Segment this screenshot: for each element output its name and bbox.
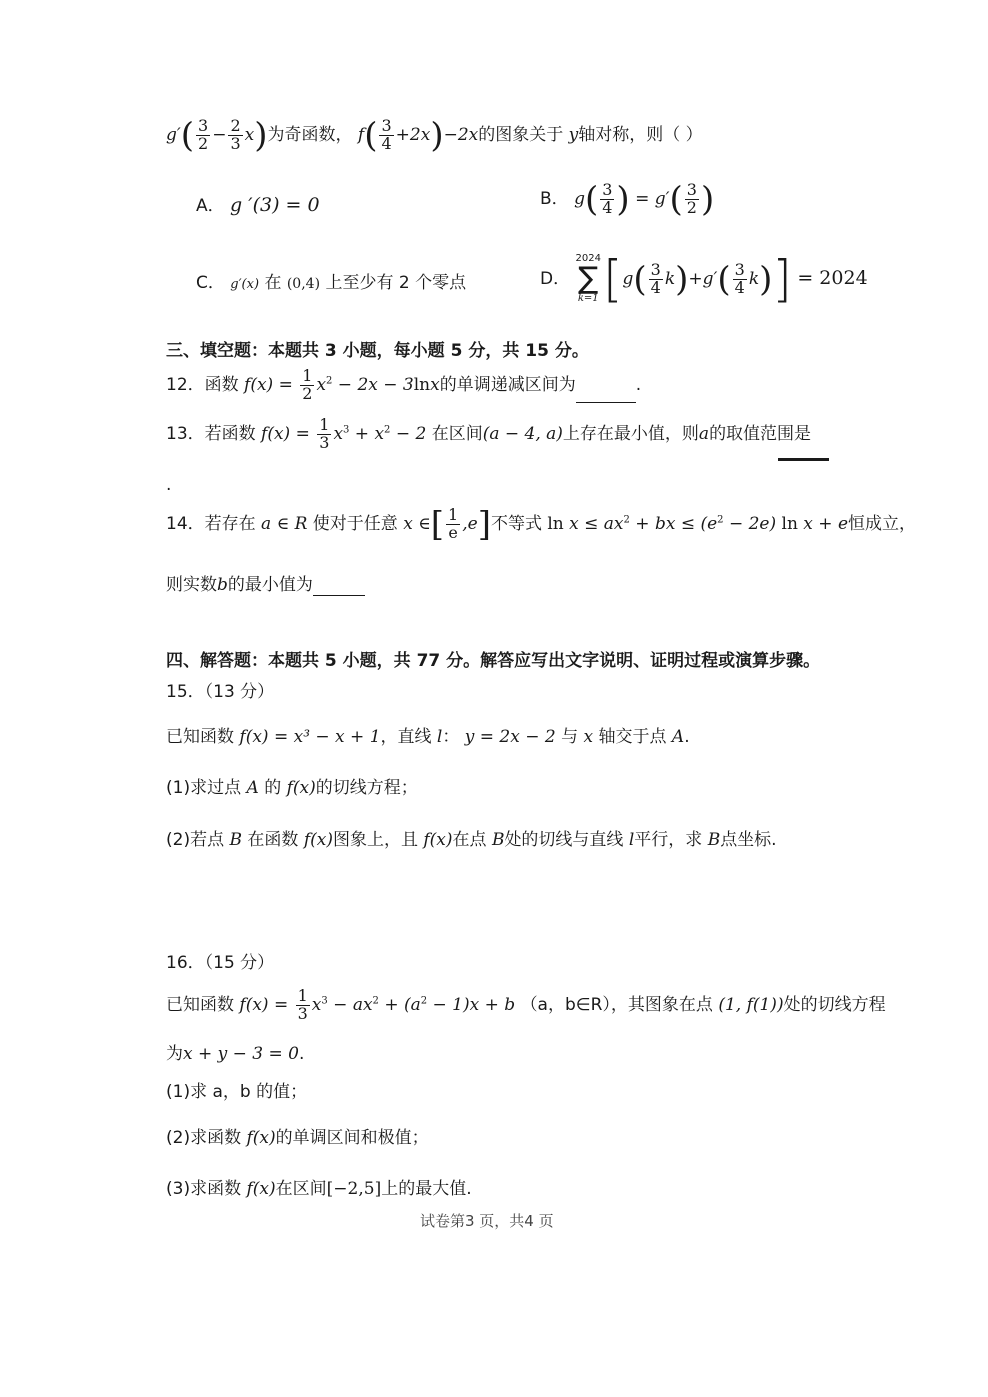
q15-part-2 — [166, 829, 777, 851]
q15-p1-fx: f(x) — [286, 778, 316, 798]
q14-inequality: $\ln x \le ax^2$ + bx ≤ $(e^2 - 2e)$ ln x + e — [547, 513, 849, 534]
q15-given-1: 已知函数 — [166, 727, 234, 747]
q14-text-3: 恒成立， — [848, 513, 917, 534]
sum-symbol — [576, 254, 601, 304]
q16-p3-b: 在区间 — [275, 1179, 327, 1199]
section-4-heading: 四、解答题：本题共 5 小题，共 77 分。解答应写出文字说明、证明过程或演算步骤。 — [166, 651, 821, 671]
q15-given-3: 与 — [561, 727, 579, 747]
q14-answer-blank[interactable] — [313, 594, 365, 596]
q15-p2-a: (2)若点 — [166, 830, 225, 850]
sum-lower-limit: k=1 — [577, 293, 599, 304]
option-b — [540, 179, 715, 220]
option-c-text-1: 在 — [264, 273, 282, 293]
q14-var-b: b — [217, 575, 228, 595]
q15-p1-a: (1)求过点 — [166, 778, 242, 798]
q16-line-eq: x + y − 3 = 0 — [183, 1044, 299, 1064]
q15-given-4: 轴交于点 — [598, 727, 667, 747]
q16-p2-b: 的单调区间和极值； — [275, 1128, 429, 1148]
q13-line — [166, 417, 811, 452]
page-footer: 试卷第3 页，共4 页 — [420, 1212, 554, 1230]
q12-answer-blank[interactable] — [576, 401, 636, 403]
q16-given-1: 已知函数 — [166, 994, 234, 1015]
q15-p2-fx-2: f(x) — [423, 830, 453, 850]
q15-colon: ： — [442, 727, 460, 747]
q13-mid: 在区间 — [431, 423, 483, 444]
q15-p2-line-l: l — [628, 830, 635, 850]
q13-dot: . — [166, 475, 172, 495]
q15-p2-f: 平行，求 — [634, 830, 703, 850]
q16-func: f(x) = $\frac{1}{3}$ $x^3 - ax^2 + (a^2 - 1)x + b$ — [239, 986, 516, 1023]
intro-g-prime-expr: g′( $\frac{3}{2}$ − $\frac{2}{3}$ x) — [166, 115, 268, 156]
intro-text-2: 的图象关于 — [478, 124, 564, 145]
q15-p2-e: 处的切线与直线 — [504, 830, 624, 850]
q15-line-l: l — [436, 727, 443, 747]
bracket-close: ] — [772, 250, 792, 308]
q12-num: 12．函数 — [166, 374, 239, 395]
intro-text-3: 轴对称，则（ ） — [578, 124, 703, 145]
q15-p1-point: A — [246, 778, 259, 798]
q15-period: . — [684, 727, 690, 747]
q13-func: f(x) = $\frac{1}{3}$ $x^3 + x^2 - 2$ — [261, 415, 427, 452]
option-d-expr: g( $\frac{3}{4}$ k)+g′( $\frac{3}{4}$ k) — [622, 259, 773, 300]
q14-num: 14．若存在 — [166, 513, 256, 534]
q16-p2-fx: f(x) — [246, 1128, 276, 1148]
q16-line2-b: . — [298, 1044, 305, 1064]
q13-tail-2: 的取值范围是 — [709, 423, 812, 444]
q16-given — [166, 988, 886, 1023]
intro-text-1: 为奇函数， — [267, 124, 353, 145]
q16-given-line-2 — [166, 1043, 304, 1065]
q15-p2-point-b-3: B — [707, 830, 721, 850]
q13-interval: (a − 4, a) — [482, 423, 563, 444]
q16-p3-a: (3)求函数 — [166, 1179, 242, 1199]
q16-point: (1, f(1)) — [718, 994, 784, 1015]
q15-num: 15．（13 分） — [166, 682, 275, 702]
q16-p2-a: (2)求函数 — [166, 1128, 242, 1148]
q15-p2-point-b-2: B — [491, 830, 505, 850]
q14-line-1 — [166, 504, 917, 545]
q15-part-1 — [166, 777, 418, 799]
q12-func: f(x) = $\frac{1}{2}$ $x^2 - 2x - 3\ln x$ — [244, 366, 440, 403]
q15-p2-c: 图象上，且 — [332, 830, 418, 850]
option-d — [540, 250, 868, 308]
section-3-heading: 三、填空题：本题共 3 小题，每小题 5 分，共 15 分。 — [166, 341, 589, 361]
q14-domain: x ∈[ $\frac{1}{e}$ ,e] — [403, 504, 491, 545]
option-a-label: A． — [196, 196, 225, 216]
q14-cond: a ∈ R — [261, 513, 308, 534]
q15-p2-b: 在函数 — [247, 830, 299, 850]
q16-cond: （a，b∈R） — [520, 994, 611, 1015]
q12-tail: 的单调递减区间为 — [439, 374, 576, 395]
intro-f-expr: f( $\frac{3}{4}$ +2x)−2x — [357, 115, 479, 156]
option-c-interval: (0,4) — [286, 276, 321, 292]
q14-text-2: 不等式 — [490, 513, 542, 534]
q16-given-2: ，其图象在点 — [610, 994, 713, 1015]
q13-tail-1: 上存在最小值，则 — [562, 423, 699, 444]
q15-given-2: ，直线 — [380, 727, 432, 747]
bracket-open: [ — [602, 250, 623, 308]
q15-p2-d: 在点 — [452, 830, 487, 850]
sum-upper-limit: 2024 — [575, 253, 601, 264]
q14-line2-a: 则实数 — [166, 575, 217, 595]
q14-text-1: 使对于任意 — [312, 513, 398, 534]
option-b-label: B． — [540, 188, 569, 209]
q15-func: f(x) = x³ − x + 1 — [239, 727, 381, 747]
q16-part-1: (1)求 a，b 的值； — [166, 1082, 308, 1102]
q13-var-a: a — [698, 423, 710, 444]
q15-p1-b: 的 — [264, 778, 282, 798]
option-d-label: D． — [540, 269, 571, 289]
q15-line-eq: y = 2x − 2 — [464, 727, 556, 747]
intro-var-y: y — [568, 124, 579, 145]
q15-given — [166, 726, 690, 748]
q15-p1-c: 的切线方程； — [315, 778, 418, 798]
q16-part-2 — [166, 1127, 429, 1149]
option-d-result: = 2024 — [797, 267, 868, 289]
q16-part-3 — [166, 1178, 472, 1200]
intro-line — [166, 115, 703, 156]
option-a — [196, 193, 320, 218]
q13-answer-blank[interactable] — [778, 458, 829, 461]
option-b-expr: g( $\frac{3}{4}$ ) = g′( $\frac{3}{2}$ ) — [574, 179, 715, 220]
q14-line2-b: 的最小值为 — [227, 575, 313, 595]
option-c-label: C． — [196, 273, 225, 293]
option-c-func: g′(x) — [230, 277, 260, 292]
q15-var-x: x — [583, 727, 594, 747]
q15-p2-fx: f(x) — [303, 830, 333, 850]
q15-p2-point-b: B — [229, 830, 242, 850]
q14-line-2 — [166, 574, 365, 596]
q13-num: 13．若函数 — [166, 423, 256, 444]
option-c — [196, 272, 466, 294]
q16-p3-fx: f(x) — [246, 1179, 276, 1199]
q16-p3-c: 上的最大值. — [381, 1179, 472, 1199]
q12-end: . — [635, 374, 642, 395]
q16-line2-a: 为 — [166, 1044, 183, 1064]
sigma-icon: ∑ — [578, 261, 599, 296]
q16-p3-interval: [−2,5] — [326, 1179, 382, 1199]
q15-p2-g: 点坐标. — [720, 830, 777, 850]
option-a-expr: g ′(3) = 0 — [230, 194, 320, 216]
q15-point-a: A — [671, 727, 685, 747]
q12-line — [166, 368, 641, 403]
option-c-text-2: 上至少有 2 个零点 — [325, 273, 467, 293]
q16-num: 16．（15 分） — [166, 953, 275, 973]
q16-given-3: 处的切线方程 — [783, 994, 886, 1015]
